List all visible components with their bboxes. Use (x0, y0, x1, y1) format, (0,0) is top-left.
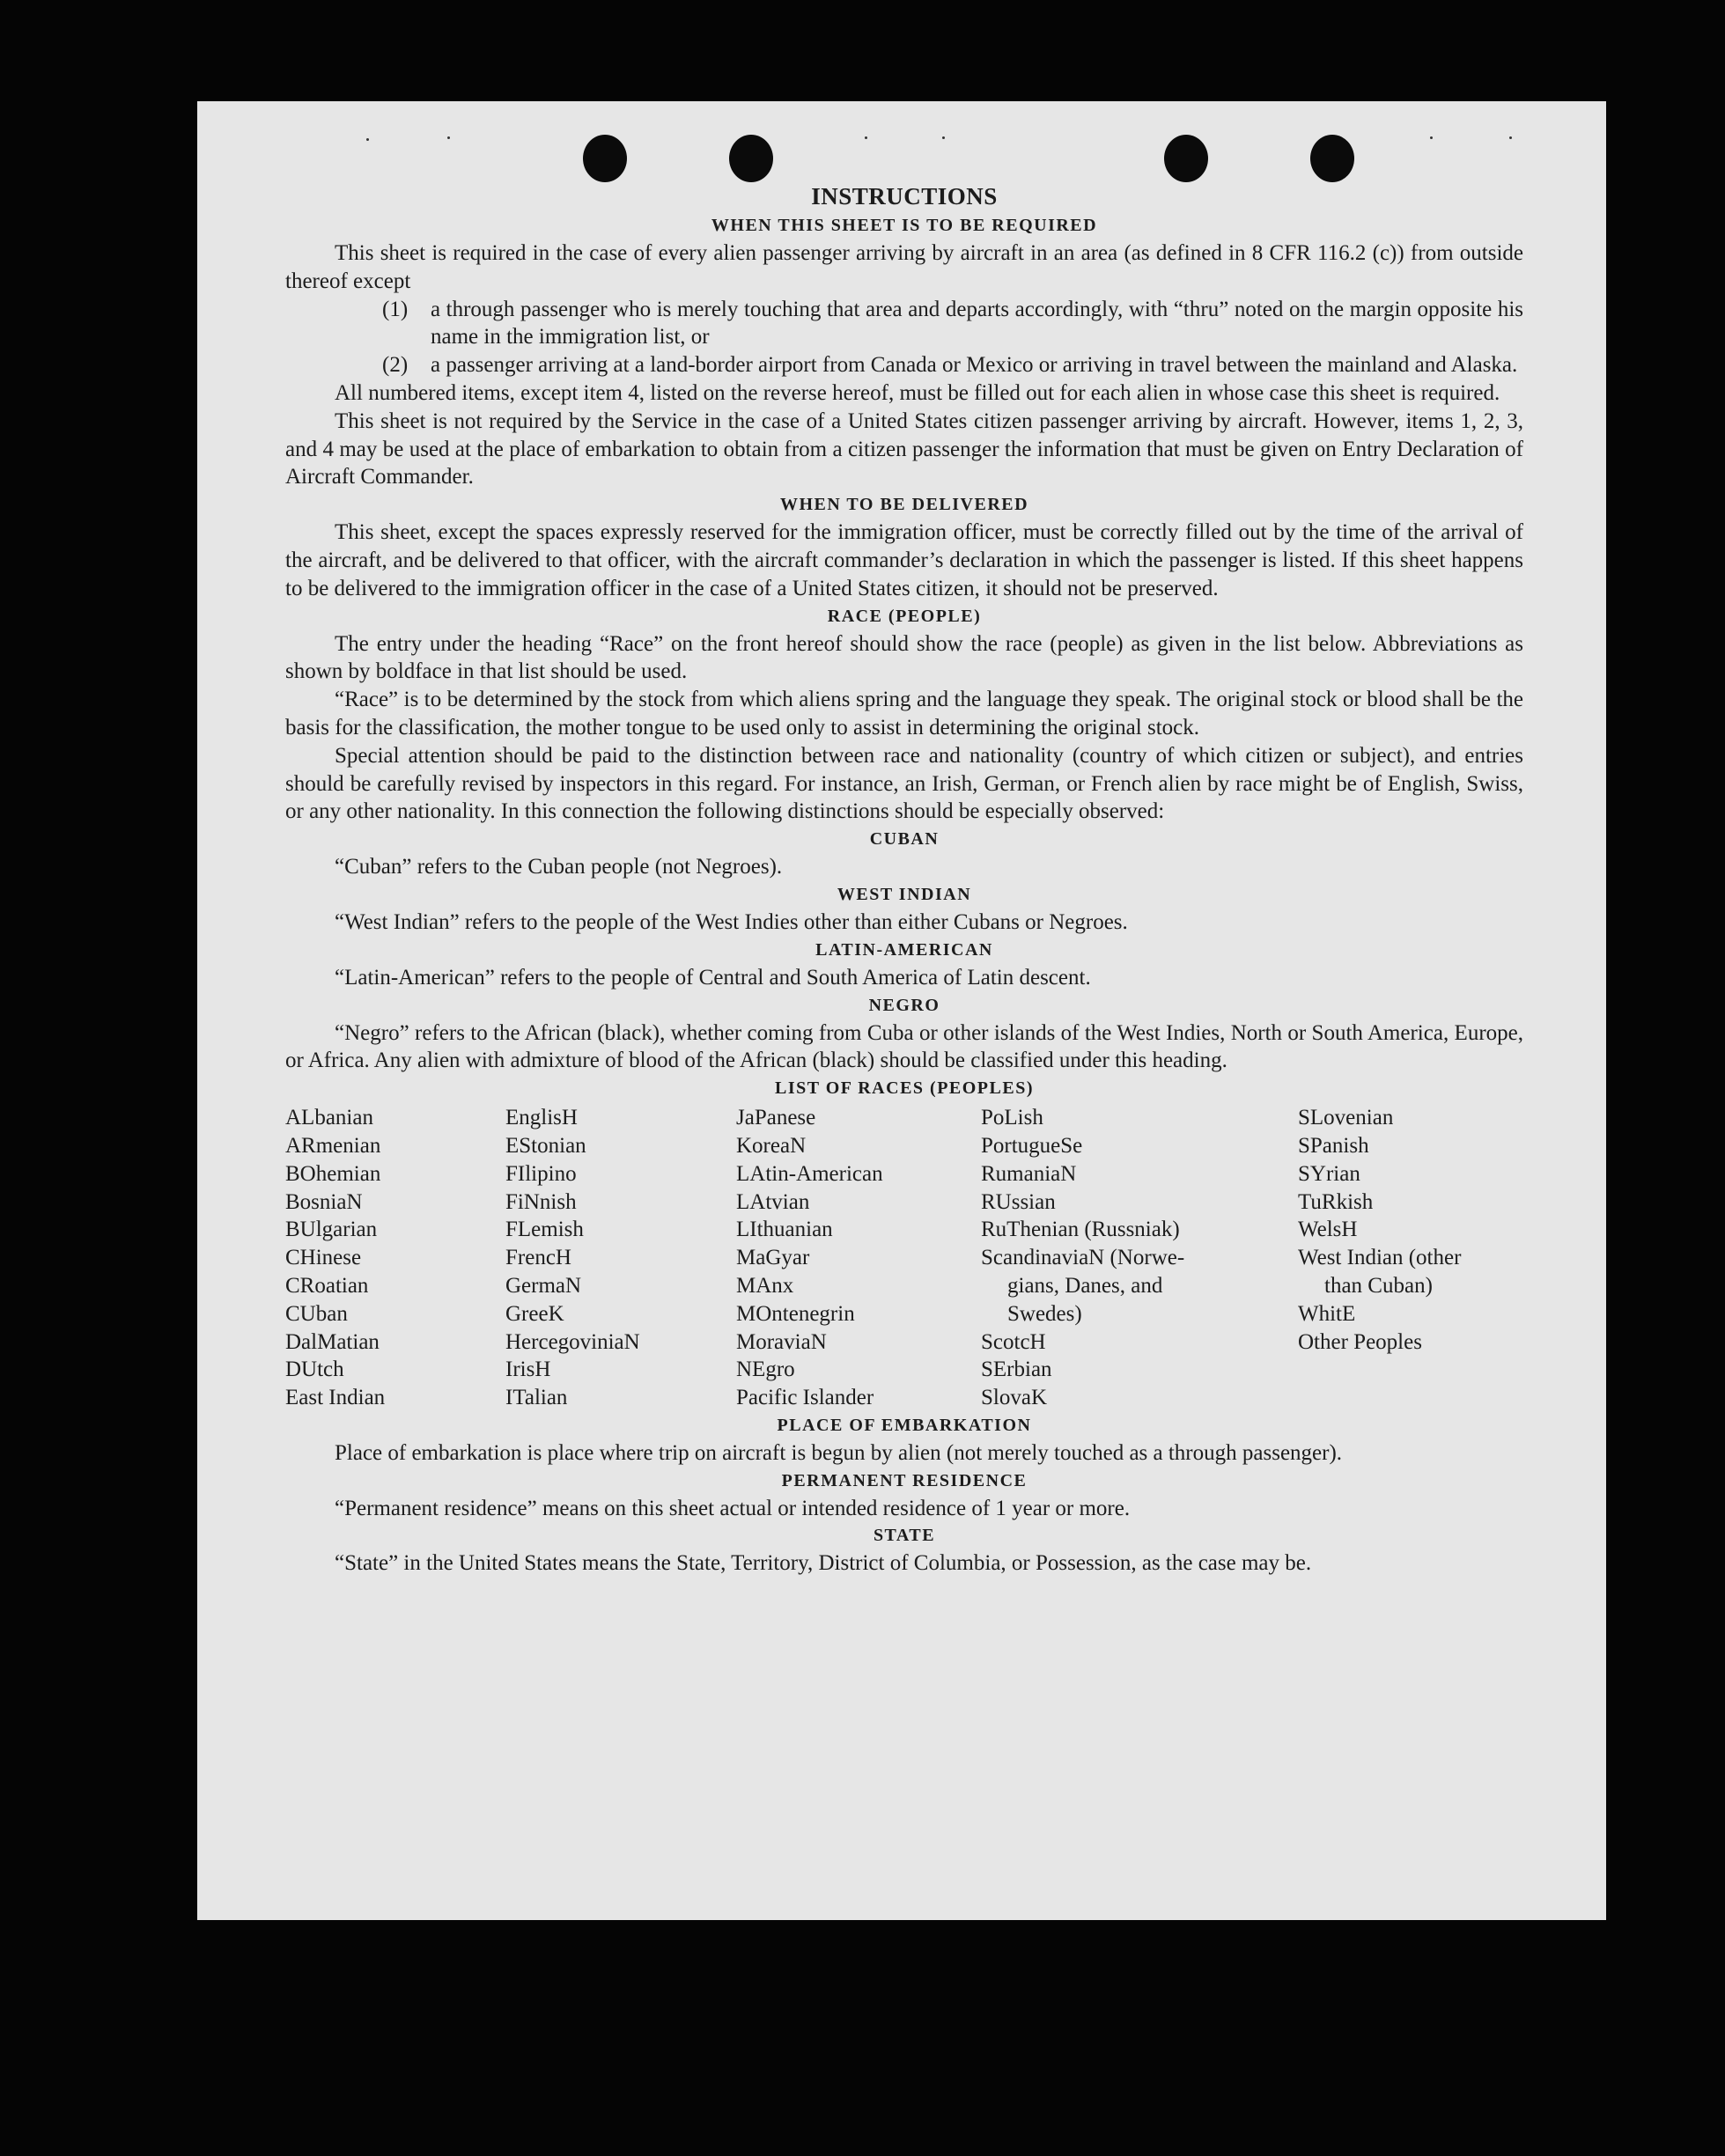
heading-latin-american: LATIN-AMERICAN (815, 939, 993, 960)
permanent-residence-text: “Permanent residence” means on this sheet actual or intended residence of 1 year or more. (335, 1496, 1131, 1520)
race-entry: FLemish (505, 1218, 584, 1242)
race-entry: RUssian (981, 1189, 1056, 1214)
race-entry: MoraviaN (736, 1329, 827, 1354)
race-entry: SYrian (1298, 1161, 1360, 1186)
race-entry: ARmenian (285, 1133, 381, 1158)
race-entry: PortugueSe (981, 1133, 1083, 1158)
speck (865, 136, 867, 139)
races-column (505, 1104, 736, 1412)
race-entry: PoLish (981, 1106, 1043, 1130)
place-of-embarkation-text: Place of embarkation is place where trip on aircraft is begun by alien (not merely touched as a through passenger). (335, 1440, 1343, 1465)
punch-hole (1310, 135, 1354, 182)
race-entry: KoreaN (736, 1133, 807, 1158)
race-entry: SPanish (1298, 1133, 1369, 1158)
item-number: (2) (382, 353, 409, 378)
race-entry: West Indian (other (1298, 1246, 1462, 1270)
negro-text: “Negro” refers to the African (black), whether coming from Cuba or other islands of the West Indies, North or South America, Europe, or Africa. Any alien with admixture of blood of the African (black) should be classified under this heading. (285, 1020, 1523, 1073)
race-entry: SErbian (981, 1358, 1052, 1382)
when-required-paragraph: This sheet is not required by the Service in the case of a United States citizen passenger arriving by aircraft. However, items 1, 2, 3, and 4 may be used at the place of embarkation to obtain from a citizen passenger the information that must be given on Entry Declaration of Aircraft Commander. (285, 408, 1523, 489)
heading-race: RACE (PEOPLE) (827, 606, 982, 626)
race-entry: BOhemian (285, 1161, 381, 1186)
race-entry-continued: gians, Danes, and (1007, 1273, 1163, 1298)
race-entry: JaPanese (736, 1106, 816, 1130)
race-entry: HercegoviniaN (505, 1329, 640, 1354)
race-entry: CRoatian (285, 1273, 369, 1298)
races-column (1298, 1104, 1523, 1412)
race-entry: FrencH (505, 1246, 571, 1270)
race-entry: EStonian (505, 1133, 586, 1158)
race-entry: ScandinaviaN (Norwe- (981, 1246, 1185, 1270)
heading-negro: NEGRO (868, 995, 940, 1015)
west-indian-text: “West Indian” refers to the people of the West Indies other than either Cubans or Negroes. (335, 909, 1128, 934)
speck (1509, 136, 1512, 139)
exception-item (382, 351, 1523, 379)
latin-american-text: “Latin-American” refers to the people of Central and South America of Latin descent. (335, 965, 1091, 990)
heading-list-of-races: LIST OF RACES (PEOPLES) (774, 1078, 1034, 1099)
heading-place-of-embarkation: PLACE OF EMBARKATION (777, 1415, 1032, 1435)
when-delivered-text: This sheet, except the spaces expressly reserved for the immigration officer, must be correctly filled out by the time of the arrival of the aircraft, and be delivered to that officer, with the aircraft commander’s declaration in which the passenger is listed. If this sheet happens to be delivered to the immigration officer in the case of a United States citizen, it should not be preserved. (285, 520, 1523, 600)
race-entry: BosniaN (285, 1189, 363, 1214)
race-entry: CUban (285, 1301, 348, 1326)
races-column (981, 1104, 1298, 1412)
race-entry: MOntenegrin (736, 1301, 855, 1326)
exception-item (382, 296, 1523, 352)
race-entry: WelsH (1298, 1218, 1358, 1242)
punch-hole (1164, 135, 1208, 182)
heading-permanent-residence: PERMANENT RESIDENCE (781, 1470, 1028, 1490)
when-required-intro: This sheet is required in the case of every alien passenger arriving by aircraft in an area (as defined in 8 CFR 116.2 (c)) from outside thereof except (285, 241, 1523, 293)
race-paragraph: Special attention should be paid to the distinction between race and nationality (country of which citizen or subject), and entries should be carefully revised by inspectors in this regard. For instance, an Irish, German, or French alien by race might be of English, Swiss, or any other nationality. In this connection the following distinctions should be especially observed: (285, 743, 1523, 824)
race-entry-continued: than Cuban) (1324, 1273, 1433, 1298)
heading-state: STATE (873, 1526, 936, 1546)
heading-when-required: WHEN THIS SHEET IS TO BE REQUIRED (711, 216, 1098, 235)
race-paragraph: “Race” is to be determined by the stock from which aliens spring and the language they speak. The original stock or blood shall be the basis for the classification, the mother tongue to be used only to assist in determining the original stock. (285, 688, 1523, 740)
race-entry: ALbanian (285, 1106, 373, 1130)
race-entry: ITalian (505, 1386, 568, 1410)
races-column (736, 1104, 981, 1412)
document-sheet (197, 101, 1606, 1920)
race-entry: IrisH (505, 1358, 551, 1382)
punch-hole (729, 135, 773, 182)
race-entry: GermaN (505, 1273, 582, 1298)
race-entry: East Indian (285, 1386, 386, 1410)
state-text: “State” in the United States means the State, Territory, District of Columbia, or Possession, as the case may be. (335, 1551, 1312, 1576)
race-entry: SlovaK (981, 1386, 1047, 1410)
cuban-text: “Cuban” refers to the Cuban people (not Negroes). (335, 855, 783, 879)
race-entry: GreeK (505, 1301, 564, 1326)
race-entry-continued: Swedes) (1007, 1301, 1082, 1326)
heading-when-delivered: WHEN TO BE DELIVERED (779, 495, 1029, 515)
race-entry: FIlipino (505, 1161, 577, 1186)
race-entry: EnglisH (505, 1106, 578, 1130)
race-paragraph: The entry under the heading “Race” on the front hereof should show the race (people) as given in the list below. Abbreviations as shown by boldface in that list should be used. (285, 631, 1523, 684)
punch-hole (583, 135, 627, 182)
heading-cuban: CUBAN (869, 829, 940, 850)
race-entry: MAnx (736, 1273, 794, 1298)
speck (366, 138, 369, 141)
race-entry: Pacific Islander (736, 1386, 874, 1410)
page-title: INSTRUCTIONS (811, 183, 998, 210)
races-column (285, 1104, 505, 1412)
speck (447, 136, 450, 139)
race-entry: RuThenian (Russniak) (981, 1218, 1180, 1242)
race-entry: ScotcH (981, 1329, 1046, 1354)
race-entry: CHinese (285, 1246, 362, 1270)
race-entry: TuRkish (1298, 1189, 1374, 1214)
race-entry: NEgro (736, 1358, 795, 1382)
races-list (285, 1104, 1523, 1412)
item-text: a passenger arriving at a land-border airport from Canada or Mexico or arriving in travel between the mainland and Alaska. (431, 353, 1518, 378)
race-entry: FiNnish (505, 1189, 577, 1214)
race-entry: DUtch (285, 1358, 344, 1382)
heading-west-indian: WEST INDIAN (837, 884, 972, 904)
race-entry: WhitE (1298, 1301, 1356, 1326)
race-entry: LIthuanian (736, 1218, 833, 1242)
race-entry: Other Peoples (1298, 1329, 1422, 1354)
race-entry: MaGyar (736, 1246, 810, 1270)
item-number: (1) (382, 297, 409, 321)
race-entry: BUlgarian (285, 1218, 378, 1242)
race-entry: LAtin-American (736, 1161, 883, 1186)
speck (942, 136, 945, 139)
when-required-paragraph: All numbered items, except item 4, listed on the reverse hereof, must be filled out for each alien in whose case this sheet is required. (335, 380, 1500, 405)
instructions-content (285, 180, 1523, 1578)
race-entry: RumaniaN (981, 1161, 1077, 1186)
race-entry: DalMatian (285, 1329, 380, 1354)
race-entry: SLovenian (1298, 1106, 1394, 1130)
item-text: a through passenger who is merely touching that area and departs accordingly, with “thru” noted on the margin opposite his name in the immigration list, or (431, 297, 1523, 350)
speck (1430, 136, 1433, 139)
race-entry: LAtvian (736, 1189, 810, 1214)
